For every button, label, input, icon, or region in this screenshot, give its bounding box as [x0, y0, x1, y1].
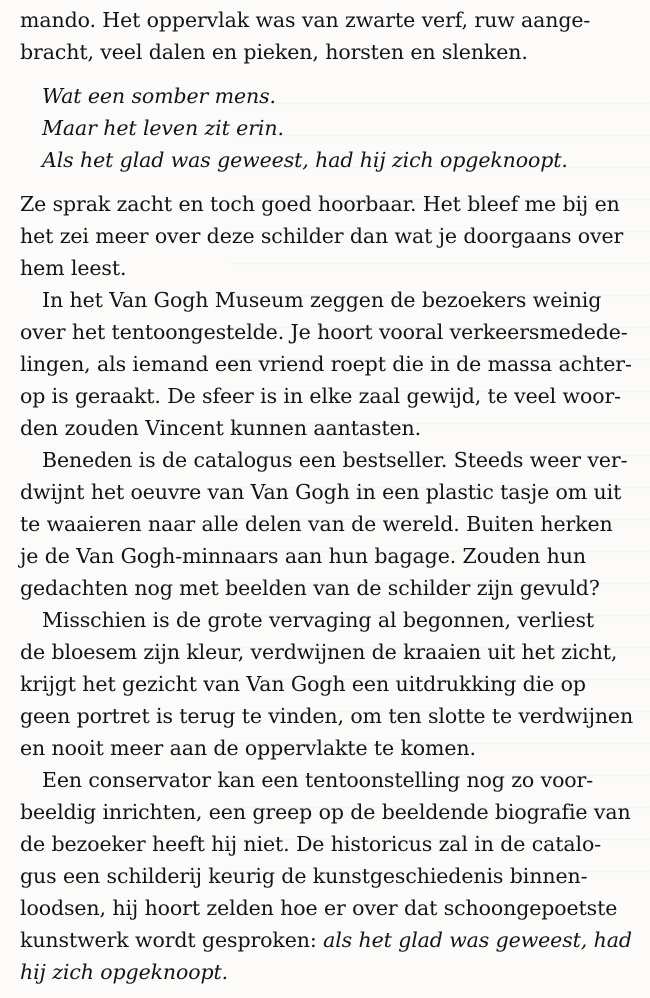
quote-line: Wat een somber mens.	[42, 84, 276, 108]
text-line: geen portret is terug te vinden, om ten slotte te verdwijnen	[20, 704, 634, 728]
quote-line: Maar het leven zit erin.	[42, 116, 284, 140]
text-line: op is geraakt. De sfeer is in elke zaal gewijd, te veel woor-	[20, 384, 622, 408]
text-line: het zei meer over deze schilder dan wat je doorgaans over	[20, 224, 624, 248]
text-line: over het tentoongestelde. Je hoort vooral verkeersmedede-	[20, 320, 628, 344]
text-line: gus een schilderij keurig de kunstgeschiedenis binnen-	[20, 864, 588, 888]
quote-line: Als het glad was geweest, had hij zich opgeknoopt.	[42, 148, 568, 172]
text-line: dwijnt het oeuvre van Van Gogh in een plastic tasje om uit	[20, 480, 622, 504]
text-line: Een conservator kan een tentoonstelling nog zo voor-	[42, 768, 594, 792]
text-line: gedachten nog met beelden van de schilder zijn gevuld?	[20, 576, 600, 600]
quote-line: hij zich opgeknoopt.	[20, 960, 229, 984]
text-line: je de Van Gogh-minnaars aan hun bagage. Zouden hun	[20, 544, 586, 568]
text-line: In het Van Gogh Museum zeggen de bezoekers weinig	[42, 288, 602, 312]
quote-fragment: als het glad was geweest, had	[323, 928, 632, 952]
text-fragment: kunstwerk wordt gesproken:	[20, 928, 324, 952]
text-line: Beneden is de catalogus een bestseller. Steeds weer ver-	[42, 448, 628, 472]
text-line: beeldig inrichten, een greep op de beeldende biografie van	[20, 800, 631, 824]
text-line	[20, 924, 638, 956]
text-line: bracht, veel dalen en pieken, horsten en slenken.	[20, 40, 528, 64]
text-line: loodsen, hij hoort zelden hoe er over dat schoongepoetste	[20, 896, 618, 920]
text-line: de bezoeker heeft hij niet. De historicus zal in de catalo-	[20, 832, 602, 856]
text-line: hem leest.	[20, 256, 127, 280]
text-line: en nooit meer aan de oppervlakte te komen.	[20, 736, 476, 760]
text-line: Misschien is de grote vervaging al begonnen, verliest	[42, 608, 595, 632]
text-line: den zouden Vincent kunnen aantasten.	[20, 416, 422, 440]
text-line: te waaieren naar alle delen van de wereld. Buiten herken	[20, 512, 613, 536]
text-line: Ze sprak zacht en toch goed hoorbaar. Het bleef me bij en	[20, 192, 620, 216]
text-line: krijgt het gezicht van Van Gogh een uitdrukking die op	[20, 672, 586, 696]
text-line: de bloesem zijn kleur, verdwijnen de kraaien uit het zicht,	[20, 640, 618, 664]
body-text	[20, 4, 638, 988]
text-line: mando. Het oppervlak was van zwarte verf, ruw aange-	[20, 8, 591, 32]
text-line: lingen, als iemand een vriend roept die in de massa achter-	[20, 352, 632, 376]
